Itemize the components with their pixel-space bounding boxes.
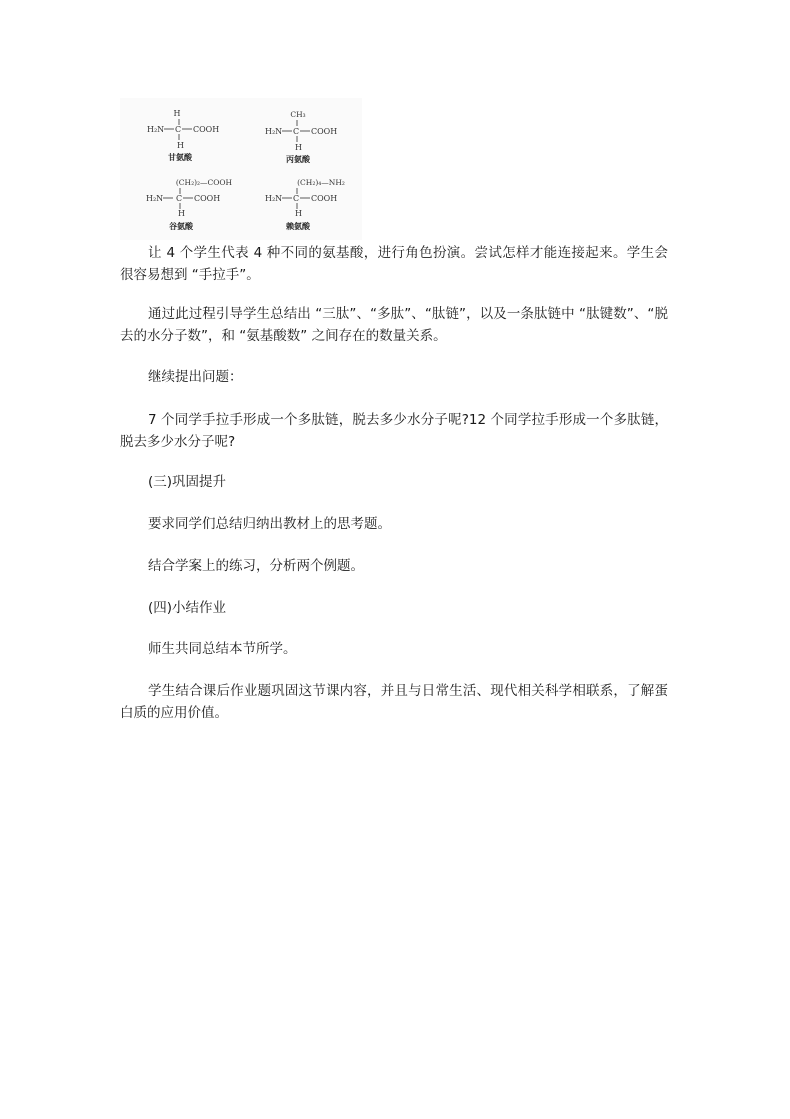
- left-group: H₂N: [146, 194, 164, 203]
- paragraph-role-play: 让 4 个学生代表 4 种不同的氨基酸，进行角色扮演。尝试怎样才能连接起来。学生会很容易想到 “手拉手”。: [120, 245, 668, 283]
- bottom-group: H: [177, 141, 184, 150]
- right-group: COOH: [193, 125, 220, 134]
- right-group: COOH: [311, 127, 338, 136]
- left-group: H₂N: [265, 194, 283, 203]
- paragraph-joint-summary: 师生共同总结本节所学。: [148, 641, 297, 657]
- amino-acid-lysine: [265, 178, 345, 231]
- amino-acid-name: 赖氨酸: [286, 222, 310, 231]
- bottom-group: H: [178, 209, 185, 218]
- central-atom: C: [293, 194, 300, 203]
- top-group: CH₃: [290, 110, 306, 119]
- left-group: H₂N: [147, 125, 165, 134]
- amino-acid-structures-figure: [120, 98, 362, 240]
- amino-acid-name: 甘氨酸: [168, 153, 192, 162]
- bottom-group: H: [295, 143, 302, 152]
- central-atom: C: [176, 194, 183, 203]
- section-heading-summary-homework: (四)小结作业: [148, 600, 227, 616]
- paragraph-further-questions: 继续提出问题：: [148, 369, 243, 385]
- paragraph-homework-application: 学生结合课后作业题巩固这节课内容，并且与日常生活、现代相关科学相联系，了解蛋白质的应用价值。: [120, 683, 668, 721]
- paragraph-textbook-questions: 要求同学们总结归纳出教材上的思考题。: [148, 516, 391, 532]
- paragraph-summary-guidance: 通过此过程引导学生总结出 “三肽”、“多肽”、“肽链”，以及一条肽链中 “肽键数”、“脱去的水分子数”，和 “氨基酸数” 之间存在的数量关系。: [120, 306, 668, 344]
- central-atom: C: [175, 125, 182, 134]
- section-heading-consolidation: (三)巩固提升: [148, 474, 227, 490]
- amino-acid-name: 丙氨酸: [286, 155, 310, 164]
- amino-acid-glycine: [147, 109, 219, 162]
- amino-acid-structures-svg: [120, 98, 362, 240]
- top-group: H: [173, 109, 181, 118]
- left-group: H₂N: [265, 127, 283, 136]
- bottom-group: H: [295, 209, 302, 218]
- paragraph-worksheet-examples: 结合学案上的练习，分析两个例题。: [148, 558, 364, 574]
- paragraph-peptide-question: 7 个同学手拉手形成一个多肽链，脱去多少水分子呢?12 个同学拉手形成一个多肽链，脱去多少水分子呢?: [120, 412, 668, 450]
- amino-acid-alanine: [265, 110, 337, 164]
- top-group: (CH₂)₂—COOH: [175, 178, 233, 187]
- top-group: (CH₂)₄—NH₂: [297, 178, 345, 187]
- amino-acid-name: 谷氨酸: [169, 222, 193, 231]
- central-atom: C: [293, 127, 300, 136]
- right-group: COOH: [311, 194, 338, 203]
- amino-acid-glutamic-acid: [146, 178, 233, 231]
- right-group: COOH: [194, 194, 221, 203]
